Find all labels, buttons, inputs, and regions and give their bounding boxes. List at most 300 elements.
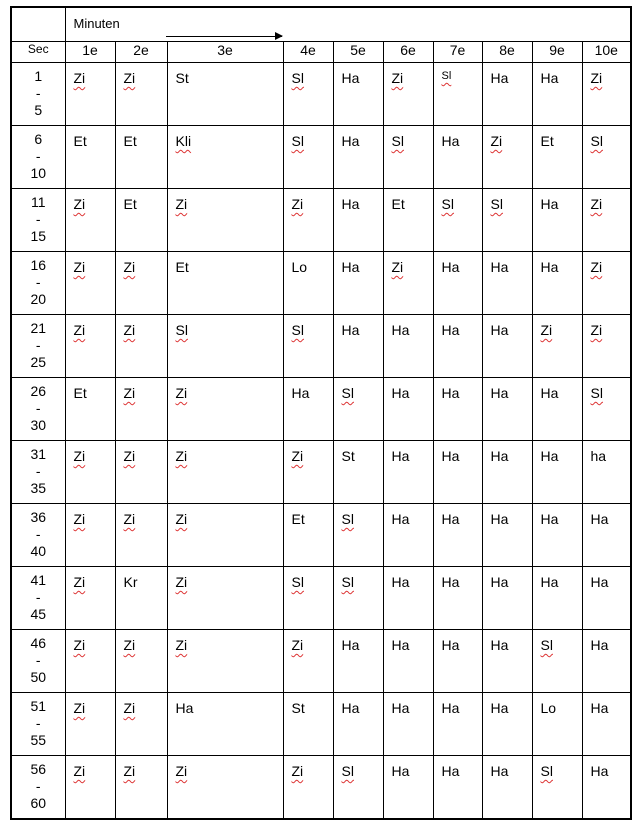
- sec-range-part: 11: [30, 194, 46, 210]
- observation-cell: [167, 315, 283, 378]
- observation-code: Zi: [123, 70, 136, 86]
- sec-range-part: -: [35, 589, 41, 605]
- observation-cell: [283, 756, 333, 820]
- observation-code: Ha: [441, 448, 460, 464]
- observation-cell: [333, 252, 383, 315]
- observation-cell: [283, 189, 333, 252]
- observation-code: Zi: [391, 259, 404, 275]
- observation-cell: [532, 126, 582, 189]
- observation-code: Zi: [175, 385, 188, 401]
- minute-column-header: 3e: [167, 42, 283, 63]
- observation-code: Et: [391, 196, 405, 212]
- observation-code: Zi: [73, 763, 86, 779]
- header-row-columns: [11, 42, 631, 63]
- observation-cell: [283, 567, 333, 630]
- observation-code: Ha: [540, 511, 559, 527]
- table-row: [11, 441, 631, 504]
- observation-cell: [383, 126, 433, 189]
- observation-cell: [167, 378, 283, 441]
- sec-range-part: 36: [30, 509, 47, 525]
- observation-cell: [482, 189, 532, 252]
- observation-cell: [482, 126, 532, 189]
- observation-cell: [65, 315, 115, 378]
- observation-code: Ha: [341, 196, 360, 212]
- table-row: [11, 693, 631, 756]
- observation-cell: [383, 441, 433, 504]
- observation-cell: [582, 189, 631, 252]
- observation-cell: [283, 504, 333, 567]
- observation-code: Zi: [291, 448, 304, 464]
- table-row: [11, 252, 631, 315]
- observation-cell: [433, 567, 482, 630]
- observation-code: Kr: [123, 574, 138, 590]
- sec-range-part: -: [35, 85, 41, 101]
- observation-cell: [433, 693, 482, 756]
- observation-code: Ha: [490, 763, 509, 779]
- observation-code: Sl: [441, 196, 454, 212]
- observation-code: Ha: [590, 763, 609, 779]
- minute-column-header: 8e: [482, 42, 532, 63]
- sec-range-part: 30: [30, 417, 47, 433]
- sec-range-part: 26: [30, 383, 47, 399]
- observation-cell: [433, 441, 482, 504]
- sec-range-part: 10: [30, 165, 47, 181]
- observation-cell: [383, 756, 433, 820]
- minuten-label: Minuten: [73, 16, 120, 31]
- observation-cell: [65, 693, 115, 756]
- observation-cell: [115, 189, 167, 252]
- observation-cell: [482, 252, 532, 315]
- observation-cell: [333, 756, 383, 820]
- observation-code: Sl: [590, 385, 603, 401]
- observation-code: St: [341, 448, 355, 464]
- sec-range-part: 35: [30, 480, 47, 496]
- observation-cell: [532, 504, 582, 567]
- observation-cell: [582, 756, 631, 820]
- observation-code: Ha: [490, 70, 509, 86]
- observation-cell: [283, 693, 333, 756]
- minute-column-header: 4e: [283, 42, 333, 63]
- observation-cell: [433, 315, 482, 378]
- observation-code: Ha: [441, 385, 460, 401]
- observation-table: [10, 6, 632, 820]
- observation-code: Et: [123, 133, 137, 149]
- observation-code: Zi: [73, 637, 86, 653]
- observation-code: Zi: [175, 448, 188, 464]
- observation-cell: [115, 441, 167, 504]
- observation-code: Zi: [123, 763, 136, 779]
- observation-cell: [433, 504, 482, 567]
- sec-range-part: -: [35, 715, 41, 731]
- observation-cell: [482, 63, 532, 126]
- observation-cell: [383, 504, 433, 567]
- observation-cell: [115, 693, 167, 756]
- sec-range-part: -: [35, 400, 41, 416]
- observation-cell: [383, 315, 433, 378]
- observation-cell: [115, 378, 167, 441]
- observation-cell: [582, 441, 631, 504]
- observation-code: Zi: [590, 259, 603, 275]
- sec-range-part: 6: [34, 131, 43, 147]
- observation-code: Sl: [291, 133, 304, 149]
- observation-cell: [532, 756, 582, 820]
- observation-cell: [65, 63, 115, 126]
- sec-range-cell: [11, 693, 65, 756]
- minute-column-header: 7e: [433, 42, 482, 63]
- observation-code: Ha: [391, 574, 410, 590]
- table-row: [11, 378, 631, 441]
- observation-code: Zi: [123, 259, 136, 275]
- observation-cell: [167, 504, 283, 567]
- observation-cell: [582, 63, 631, 126]
- observation-cell: [115, 567, 167, 630]
- observation-cell: [482, 378, 532, 441]
- observation-cell: [532, 252, 582, 315]
- sec-range-part: 45: [30, 606, 47, 622]
- sec-range-part: 46: [30, 635, 47, 651]
- observation-cell: [433, 756, 482, 820]
- observation-code: Sl: [391, 133, 404, 149]
- sec-column-header: Sec: [11, 42, 65, 63]
- observation-cell: [65, 126, 115, 189]
- observation-code: Zi: [123, 448, 136, 464]
- sec-range-part: 31: [30, 446, 47, 462]
- observation-cell: [383, 630, 433, 693]
- observation-cell: [167, 567, 283, 630]
- observation-cell: [482, 504, 532, 567]
- observation-code: Ha: [590, 637, 609, 653]
- sec-range-part: 25: [30, 354, 47, 370]
- observation-cell: [65, 756, 115, 820]
- observation-cell: [433, 630, 482, 693]
- observation-code: Sl: [175, 322, 188, 338]
- observation-cell: [582, 504, 631, 567]
- observation-cell: [433, 126, 482, 189]
- observation-cell: [582, 315, 631, 378]
- observation-code: Ha: [540, 196, 559, 212]
- sec-range-part: 21: [30, 320, 47, 336]
- observation-cell: [115, 756, 167, 820]
- observation-code: Zi: [73, 196, 86, 212]
- observation-code: Zi: [123, 511, 136, 527]
- observation-code: Et: [291, 511, 305, 527]
- observation-cell: [283, 63, 333, 126]
- sec-range-part: 40: [30, 543, 47, 559]
- sec-range-part: 16: [30, 257, 47, 273]
- table-row: [11, 63, 631, 126]
- observation-code: Zi: [175, 196, 188, 212]
- observation-code: Ha: [490, 637, 509, 653]
- observation-code: Et: [540, 133, 554, 149]
- observation-cell: [115, 504, 167, 567]
- sec-range-cell: [11, 189, 65, 252]
- observation-cell: [383, 63, 433, 126]
- observation-cell: [433, 63, 482, 126]
- observation-code: Ha: [441, 700, 460, 716]
- observation-code: St: [291, 700, 305, 716]
- observation-cell: [582, 693, 631, 756]
- observation-code: Ha: [341, 133, 360, 149]
- observation-cell: [433, 252, 482, 315]
- observation-cell: [65, 504, 115, 567]
- observation-code: Zi: [73, 448, 86, 464]
- observation-code: Zi: [123, 637, 136, 653]
- observation-cell: [433, 189, 482, 252]
- observation-cell: [115, 126, 167, 189]
- observation-cell: [383, 189, 433, 252]
- observation-code: Ha: [441, 637, 460, 653]
- observation-code: Kli: [175, 133, 192, 149]
- observation-code: St: [175, 70, 189, 86]
- observation-code: Ha: [291, 385, 310, 401]
- observation-cell: [115, 252, 167, 315]
- sec-range-part: 41: [30, 572, 47, 588]
- observation-code: Ha: [540, 259, 559, 275]
- table-row: [11, 189, 631, 252]
- observation-cell: [433, 378, 482, 441]
- observation-code: Sl: [441, 70, 452, 82]
- observation-cell: [333, 126, 383, 189]
- observation-code: ha: [590, 448, 607, 464]
- observation-cell: [167, 126, 283, 189]
- observation-cell: [283, 315, 333, 378]
- observation-code: Sl: [341, 574, 354, 590]
- observation-cell: [532, 441, 582, 504]
- observation-code: Zi: [590, 322, 603, 338]
- observation-code: Sl: [291, 574, 304, 590]
- sec-range-part: -: [35, 274, 41, 290]
- observation-cell: [167, 756, 283, 820]
- header-row-top: [11, 7, 631, 42]
- sec-range-cell: [11, 567, 65, 630]
- observation-cell: [482, 441, 532, 504]
- observation-code: Sl: [490, 196, 503, 212]
- observation-cell: [582, 378, 631, 441]
- observation-code: Ha: [490, 700, 509, 716]
- observation-code: Zi: [540, 322, 553, 338]
- observation-code: Ha: [540, 70, 559, 86]
- observation-cell: [383, 567, 433, 630]
- observation-code: Zi: [73, 70, 86, 86]
- observation-code: Ha: [540, 574, 559, 590]
- sec-range-part: 60: [30, 795, 47, 811]
- observation-code: Ha: [590, 700, 609, 716]
- table-row: [11, 315, 631, 378]
- observation-cell: [333, 378, 383, 441]
- observation-code: Ha: [391, 700, 410, 716]
- observation-cell: [167, 189, 283, 252]
- observation-code: Ha: [441, 763, 460, 779]
- observation-cell: [582, 126, 631, 189]
- observation-code: Ha: [391, 448, 410, 464]
- observation-code: Ha: [341, 700, 360, 716]
- observation-code: Ha: [441, 511, 460, 527]
- right-arrow-icon: [166, 36, 282, 37]
- observation-code: Ha: [490, 448, 509, 464]
- observation-code: Lo: [291, 259, 308, 275]
- table-row: [11, 126, 631, 189]
- sec-range-part: -: [35, 463, 41, 479]
- observation-cell: [532, 630, 582, 693]
- sec-range-part: 20: [30, 291, 47, 307]
- observation-cell: [65, 189, 115, 252]
- observation-code: Sl: [590, 133, 603, 149]
- observation-cell: [532, 693, 582, 756]
- observation-cell: [333, 63, 383, 126]
- observation-cell: [167, 693, 283, 756]
- observation-code: Ha: [490, 385, 509, 401]
- observation-code: Ha: [590, 574, 609, 590]
- sec-range-part: 55: [30, 732, 47, 748]
- sec-range-part: 1: [34, 68, 43, 84]
- observation-code: Ha: [391, 637, 410, 653]
- sec-range-part: 51: [30, 698, 47, 714]
- observation-code: Ha: [441, 322, 460, 338]
- sec-range-part: 5: [34, 102, 43, 118]
- observation-cell: [333, 630, 383, 693]
- observation-cell: [283, 252, 333, 315]
- sec-range-part: -: [35, 211, 41, 227]
- sec-range-cell: [11, 504, 65, 567]
- observation-code: Zi: [175, 763, 188, 779]
- observation-cell: [532, 315, 582, 378]
- observation-code: Ha: [490, 511, 509, 527]
- observation-code: Zi: [123, 385, 136, 401]
- observation-cell: [532, 189, 582, 252]
- observation-code: Sl: [341, 763, 354, 779]
- observation-cell: [167, 441, 283, 504]
- observation-code: Sl: [291, 70, 304, 86]
- observation-cell: [333, 567, 383, 630]
- observation-code: Ha: [441, 133, 460, 149]
- observation-code: Ha: [341, 322, 360, 338]
- observation-code: Zi: [73, 574, 86, 590]
- minute-column-header: 5e: [333, 42, 383, 63]
- observation-cell: [383, 378, 433, 441]
- observation-code: Et: [73, 133, 87, 149]
- minuten-header-cell: [65, 7, 631, 42]
- observation-code: Ha: [175, 700, 194, 716]
- corner-cell: [11, 7, 65, 42]
- observation-code: Sl: [341, 385, 354, 401]
- observation-code: Ha: [490, 322, 509, 338]
- observation-cell: [167, 63, 283, 126]
- minute-column-header: 2e: [115, 42, 167, 63]
- observation-cell: [582, 630, 631, 693]
- observation-code: Ha: [540, 448, 559, 464]
- observation-code: Zi: [391, 70, 404, 86]
- table-body: [11, 7, 631, 819]
- sec-range-cell: [11, 378, 65, 441]
- observation-cell: [333, 441, 383, 504]
- observation-code: Zi: [123, 322, 136, 338]
- observation-code: Ha: [391, 511, 410, 527]
- observation-cell: [532, 567, 582, 630]
- observation-code: Ha: [341, 259, 360, 275]
- observation-code: Zi: [175, 511, 188, 527]
- observation-cell: [582, 567, 631, 630]
- observation-cell: [333, 693, 383, 756]
- observation-cell: [167, 630, 283, 693]
- observation-cell: [167, 252, 283, 315]
- observation-code: Ha: [391, 763, 410, 779]
- sec-range-part: -: [35, 778, 41, 794]
- observation-code: Lo: [540, 700, 557, 716]
- observation-code: Sl: [341, 511, 354, 527]
- observation-code: Ha: [490, 259, 509, 275]
- observation-cell: [115, 315, 167, 378]
- sec-range-part: -: [35, 652, 41, 668]
- minute-column-header: 9e: [532, 42, 582, 63]
- table-row: [11, 567, 631, 630]
- observation-cell: [283, 126, 333, 189]
- observation-code: Et: [175, 259, 189, 275]
- observation-code: Zi: [73, 511, 86, 527]
- observation-code: Sl: [291, 322, 304, 338]
- observation-cell: [283, 441, 333, 504]
- sec-range-cell: [11, 63, 65, 126]
- observation-code: Zi: [73, 322, 86, 338]
- observation-code: Ha: [540, 385, 559, 401]
- table-row: [11, 756, 631, 820]
- observation-code: Et: [73, 385, 87, 401]
- observation-code: Ha: [441, 259, 460, 275]
- observation-cell: [582, 252, 631, 315]
- observation-code: Ha: [391, 322, 410, 338]
- table-row: [11, 504, 631, 567]
- observation-cell: [65, 252, 115, 315]
- table-row: [11, 630, 631, 693]
- sec-range-part: -: [35, 526, 41, 542]
- observation-cell: [333, 504, 383, 567]
- observation-cell: [65, 378, 115, 441]
- sec-range-part: 15: [30, 228, 47, 244]
- minute-column-header: 10e: [582, 42, 631, 63]
- observation-code: Zi: [175, 574, 188, 590]
- observation-code: Ha: [341, 70, 360, 86]
- sec-range-part: 50: [30, 669, 47, 685]
- observation-cell: [383, 693, 433, 756]
- observation-code: Zi: [590, 196, 603, 212]
- observation-cell: [482, 693, 532, 756]
- observation-cell: [482, 567, 532, 630]
- observation-cell: [283, 378, 333, 441]
- minute-column-header: 1e: [65, 42, 115, 63]
- observation-cell: [65, 567, 115, 630]
- observation-code: Sl: [540, 763, 553, 779]
- observation-cell: [532, 378, 582, 441]
- observation-code: Ha: [341, 637, 360, 653]
- observation-code: Zi: [175, 637, 188, 653]
- observation-cell: [115, 630, 167, 693]
- minute-column-header: 6e: [383, 42, 433, 63]
- observation-cell: [532, 63, 582, 126]
- observation-code: Zi: [590, 70, 603, 86]
- sec-range-cell: [11, 126, 65, 189]
- sec-range-part: -: [35, 337, 41, 353]
- observation-cell: [383, 252, 433, 315]
- observation-cell: [283, 630, 333, 693]
- observation-code: Zi: [73, 259, 86, 275]
- observation-cell: [333, 315, 383, 378]
- observation-code: Ha: [391, 385, 410, 401]
- observation-cell: [65, 441, 115, 504]
- sec-range-cell: [11, 756, 65, 820]
- observation-cell: [65, 630, 115, 693]
- observation-code: Zi: [291, 196, 304, 212]
- observation-cell: [333, 189, 383, 252]
- observation-cell: [482, 315, 532, 378]
